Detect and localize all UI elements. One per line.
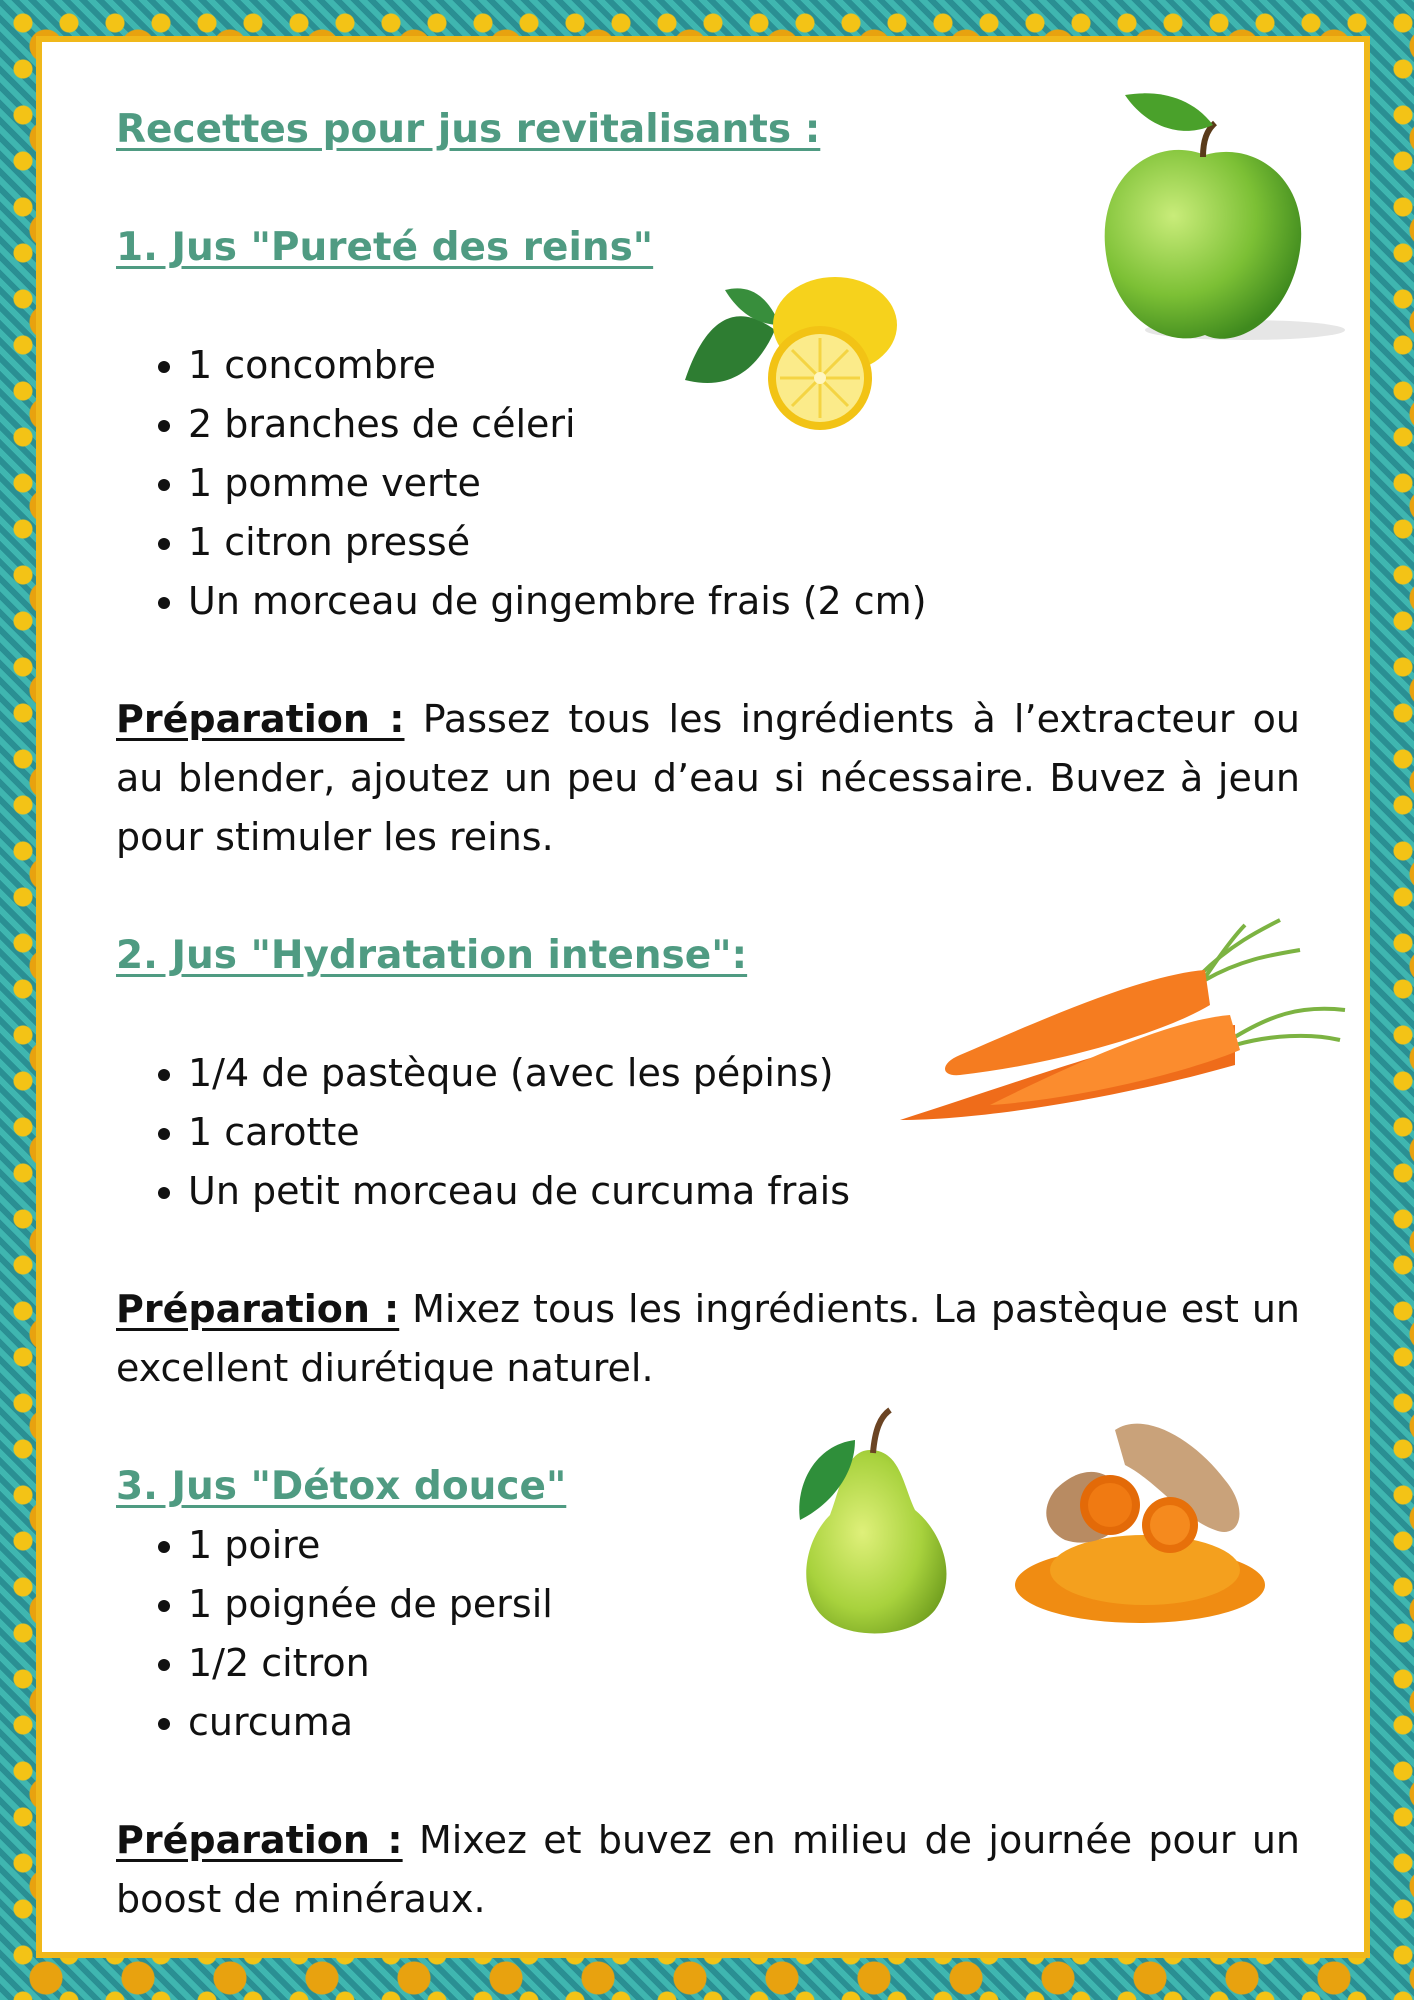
preparation-text: Mixez tous les ingrédients. La pastèque est un excellent diurétique naturel. [116,1287,1300,1390]
recipe-1-heading: 1. Jus "Pureté des reins" [116,225,654,270]
carrots-icon [900,915,1350,1130]
recipe-3-preparation [116,1811,1300,1929]
preparation-label: Préparation : [116,1818,403,1862]
list-item: • 1 pomme verte [188,454,1300,513]
preparation-text: Passez tous les ingrédients à l’extracteur ou au blender, ajoutez un peu d’eau si nécessaire. Buvez à jeun pour stimuler les reins. [116,697,1300,859]
recipe-3-heading: 3. Jus "Détox douce" [116,1464,567,1509]
recipe-2-heading: 2. Jus "Hydratation intense": [116,933,748,978]
list-item: • Un morceau de gingembre frais (2 cm) [188,572,1300,631]
turmeric-icon [1015,1410,1270,1625]
preparation-label: Préparation : [116,1287,400,1331]
lemon-icon [685,270,925,435]
list-item: • 1 carotte [188,1103,1300,1162]
list-item: • 1 concombre [188,336,1300,395]
pear-icon [785,1405,965,1635]
preparation-text: Mixez et buvez en milieu de journée pour un boost de minéraux. [116,1818,1300,1921]
list-item: • 1 citron pressé [188,513,1300,572]
list-item: • 1 poire [188,1516,1300,1575]
list-item: • curcuma [188,1693,1300,1752]
list-item: • 1 poignée de persil [188,1575,1300,1634]
list-item: • Un petit morceau de curcuma frais [188,1162,1300,1221]
green-apple-icon [1085,85,1355,350]
recipe-2-preparation [116,1280,1300,1398]
preparation-label: Préparation : [116,697,405,741]
list-item: • 2 branches de céleri [188,395,1300,454]
list-item: • 1/2 citron [188,1634,1300,1693]
page-title: Recettes pour jus revitalisants : [116,107,821,152]
list-item: • 1/4 de pastèque (avec les pépins) [188,1044,1300,1103]
recipe-1-preparation [116,690,1300,867]
